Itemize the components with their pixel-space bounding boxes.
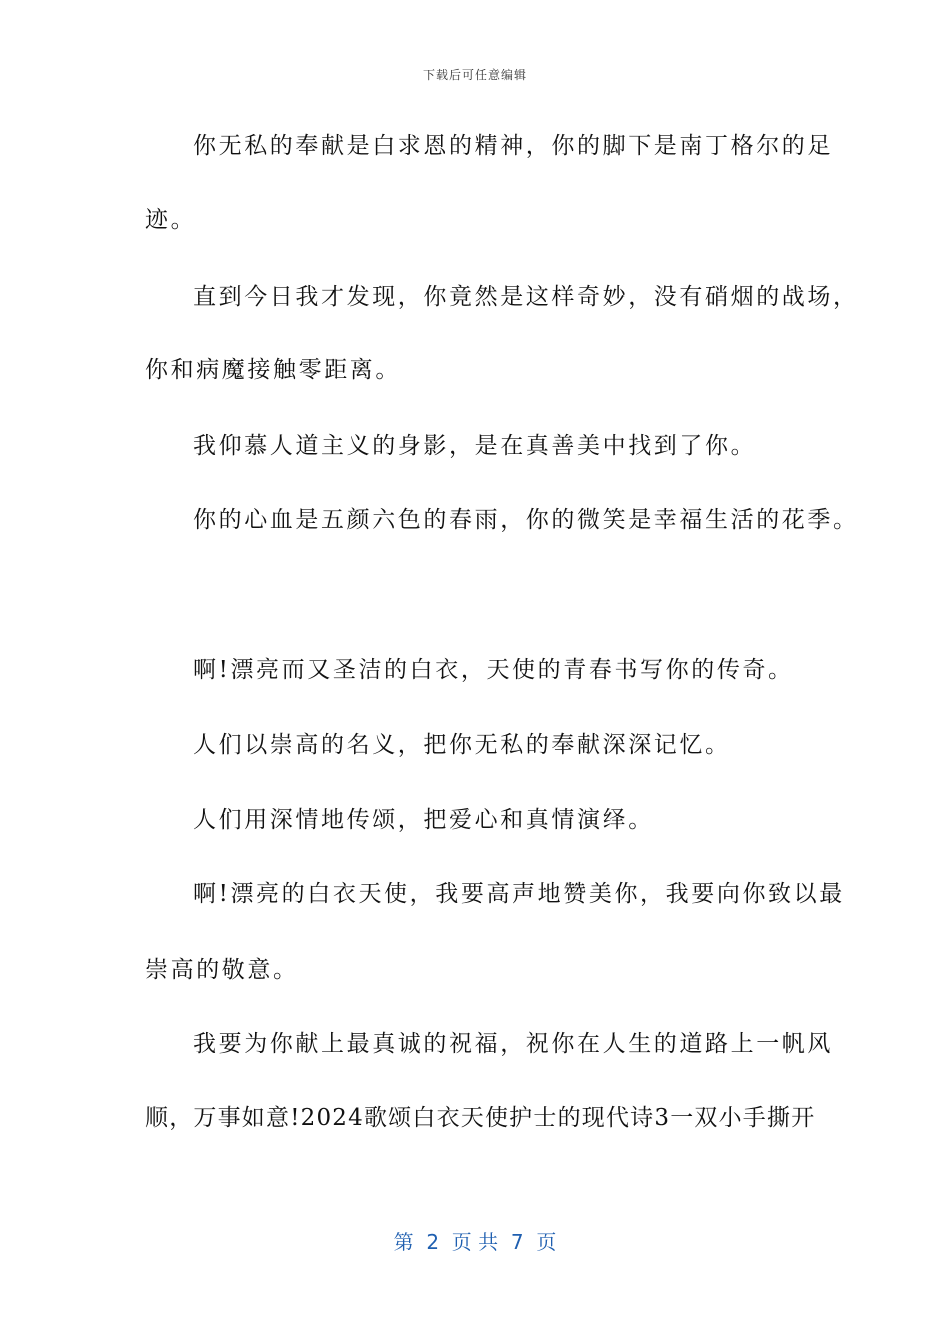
text-line: 顺，万事如意!2024歌颂白衣天使护士的现代诗3一双小手撕开 [145,1105,816,1131]
text-line: 人们用深情地传颂，把爱心和真情演绎。 [193,807,654,833]
page-number: 第 2 页 共 7 页 [393,1230,557,1254]
text-line: 啊!漂亮而又圣洁的白衣，天使的青春书写你的传奇。 [193,657,794,683]
text-line: 人们以崇高的名义，把你无私的奉献深深记忆。 [193,732,731,758]
text-line: 啊!漂亮的白衣天使，我要高声地赞美你，我要向你致以最 [193,881,845,907]
text-line: 你无私的奉献是白求恩的精神，你的脚下是南丁格尔的足 [193,133,833,159]
header-note: 下载后可任意编辑 [422,68,527,82]
text-line: 迹。 [145,207,197,233]
text-line: 你和病魔接触零距离。 [145,357,401,383]
text-line: 崇高的敬意。 [145,957,299,983]
text-line: 你的心血是五颜六色的春雨，你的微笑是幸福生活的花季。 [193,507,859,533]
text-line: 我仰慕人道主义的身影，是在真善美中找到了你。 [193,433,757,459]
text-line: 我要为你献上最真诚的祝福，祝你在人生的道路上一帆风 [193,1031,833,1057]
text-line: 直到今日我才发现，你竟然是这样奇妙，没有硝烟的战场， [193,284,859,310]
